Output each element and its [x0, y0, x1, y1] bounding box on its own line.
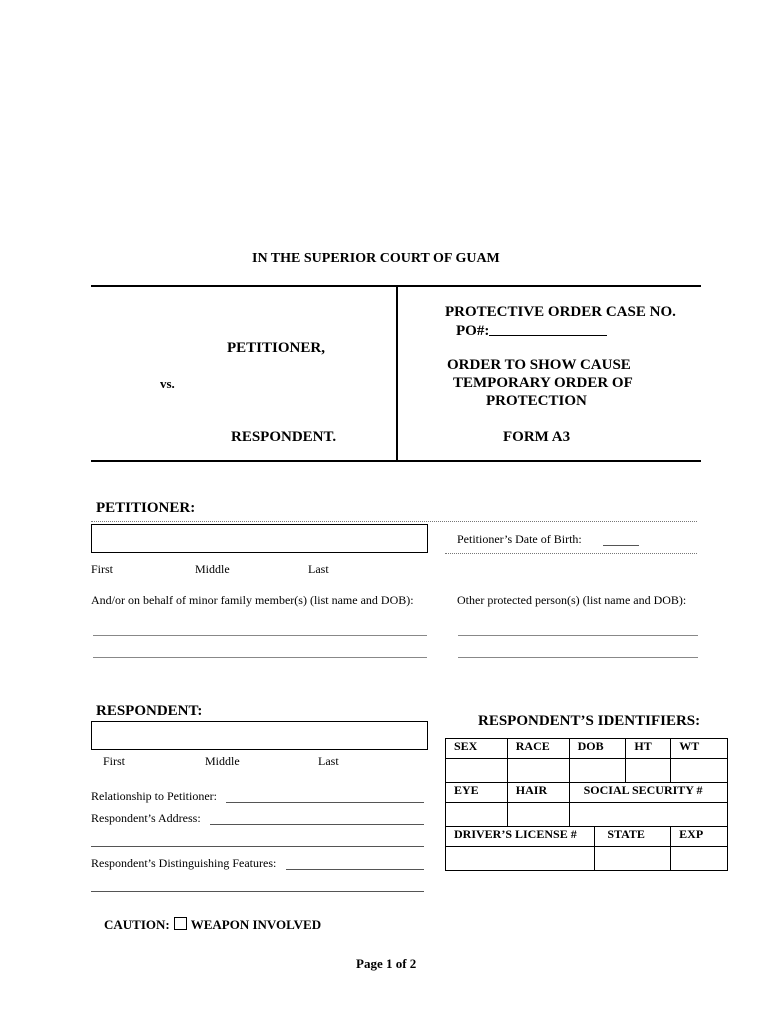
respondent-heading: RESPONDENT:: [96, 703, 203, 719]
order-title-line2: TEMPORARY ORDER OF: [453, 375, 633, 391]
minor-members-line-2[interactable]: [93, 657, 427, 658]
po-number-blank[interactable]: [489, 322, 607, 336]
features-input[interactable]: [286, 869, 424, 870]
dob-header: DOB: [569, 739, 626, 759]
court-title: IN THE SUPERIOR COURT OF GUAM: [252, 251, 500, 266]
other-protected-label: Other protected person(s) (list name and DOB):: [457, 593, 687, 607]
petitioner-name-input[interactable]: [91, 524, 428, 553]
address-input[interactable]: [210, 824, 424, 825]
eye-input[interactable]: [446, 803, 508, 827]
other-protected-line-2[interactable]: [458, 657, 698, 658]
respondent-caption-label: RESPONDENT.: [231, 429, 337, 445]
petitioner-first-label: First: [91, 562, 114, 576]
eye-header: EYE: [446, 783, 508, 803]
respondent-last-label: Last: [318, 754, 339, 768]
relationship-input[interactable]: [226, 802, 424, 803]
identifiers-table-row3: [445, 826, 728, 871]
po-number-field[interactable]: [456, 322, 607, 340]
caution-label: CAUTION:: [104, 917, 170, 932]
page-number: Page 1 of 2: [356, 956, 417, 971]
petitioner-top-rule: [91, 521, 697, 522]
ht-header: HT: [626, 739, 671, 759]
exp-header: EXP: [671, 827, 728, 847]
caption-bottom-rule: [91, 460, 701, 462]
minor-members-label: And/or on behalf of minor family member(s) (list name and DOB):: [91, 593, 414, 607]
ssn-input[interactable]: [569, 803, 727, 827]
other-protected-line-1[interactable]: [458, 635, 698, 636]
identifiers-heading: RESPONDENT’S IDENTIFIERS:: [478, 713, 701, 729]
petitioner-last-label: Last: [308, 562, 329, 576]
petitioner-dob-rule: [445, 553, 697, 554]
address-input-line-2[interactable]: [91, 846, 424, 847]
petitioner-middle-label: Middle: [195, 562, 230, 576]
race-input[interactable]: [507, 759, 569, 783]
weapon-involved-checkbox[interactable]: [174, 917, 187, 930]
identifiers-table-row1: [445, 738, 728, 783]
exp-input[interactable]: [671, 847, 728, 871]
address-label: Respondent’s Address:: [91, 811, 201, 825]
respondent-first-label: First: [103, 754, 126, 768]
hair-header: HAIR: [507, 783, 569, 803]
features-input-line-2[interactable]: [91, 891, 424, 892]
caption-divider: [396, 285, 398, 461]
order-title-line1: ORDER TO SHOW CAUSE: [447, 357, 631, 373]
case-number-label: PROTECTIVE ORDER CASE NO.: [445, 304, 676, 320]
hair-input[interactable]: [507, 803, 569, 827]
vs-label: vs.: [160, 376, 175, 391]
wt-input[interactable]: [671, 759, 728, 783]
weapon-involved-label: WEAPON INVOLVED: [190, 917, 322, 932]
petitioner-caption-label: PETITIONER,: [227, 340, 325, 356]
petitioner-dob-input[interactable]: [603, 545, 639, 546]
petitioner-dob-label: Petitioner’s Date of Birth:: [457, 532, 582, 546]
state-header: STATE: [595, 827, 671, 847]
wt-header: WT: [671, 739, 728, 759]
form-label: FORM A3: [503, 429, 571, 445]
petitioner-heading: PETITIONER:: [96, 500, 196, 516]
respondent-name-input[interactable]: [91, 721, 428, 750]
order-title-line3: PROTECTION: [486, 393, 587, 409]
minor-members-line-1[interactable]: [93, 635, 427, 636]
license-header: DRIVER’S LICENSE #: [446, 827, 595, 847]
state-input[interactable]: [595, 847, 671, 871]
ht-input[interactable]: [626, 759, 671, 783]
license-input[interactable]: [446, 847, 595, 871]
relationship-label: Relationship to Petitioner:: [91, 789, 217, 803]
sex-header: SEX: [446, 739, 508, 759]
caution-row: [104, 917, 321, 933]
race-header: RACE: [507, 739, 569, 759]
dob-input[interactable]: [569, 759, 626, 783]
po-number-label: PO#:: [456, 323, 490, 339]
respondent-middle-label: Middle: [205, 754, 240, 768]
features-label: Respondent’s Distinguishing Features:: [91, 856, 277, 870]
sex-input[interactable]: [446, 759, 508, 783]
identifiers-table-row2: [445, 782, 728, 827]
ssn-header: SOCIAL SECURITY #: [569, 783, 727, 803]
